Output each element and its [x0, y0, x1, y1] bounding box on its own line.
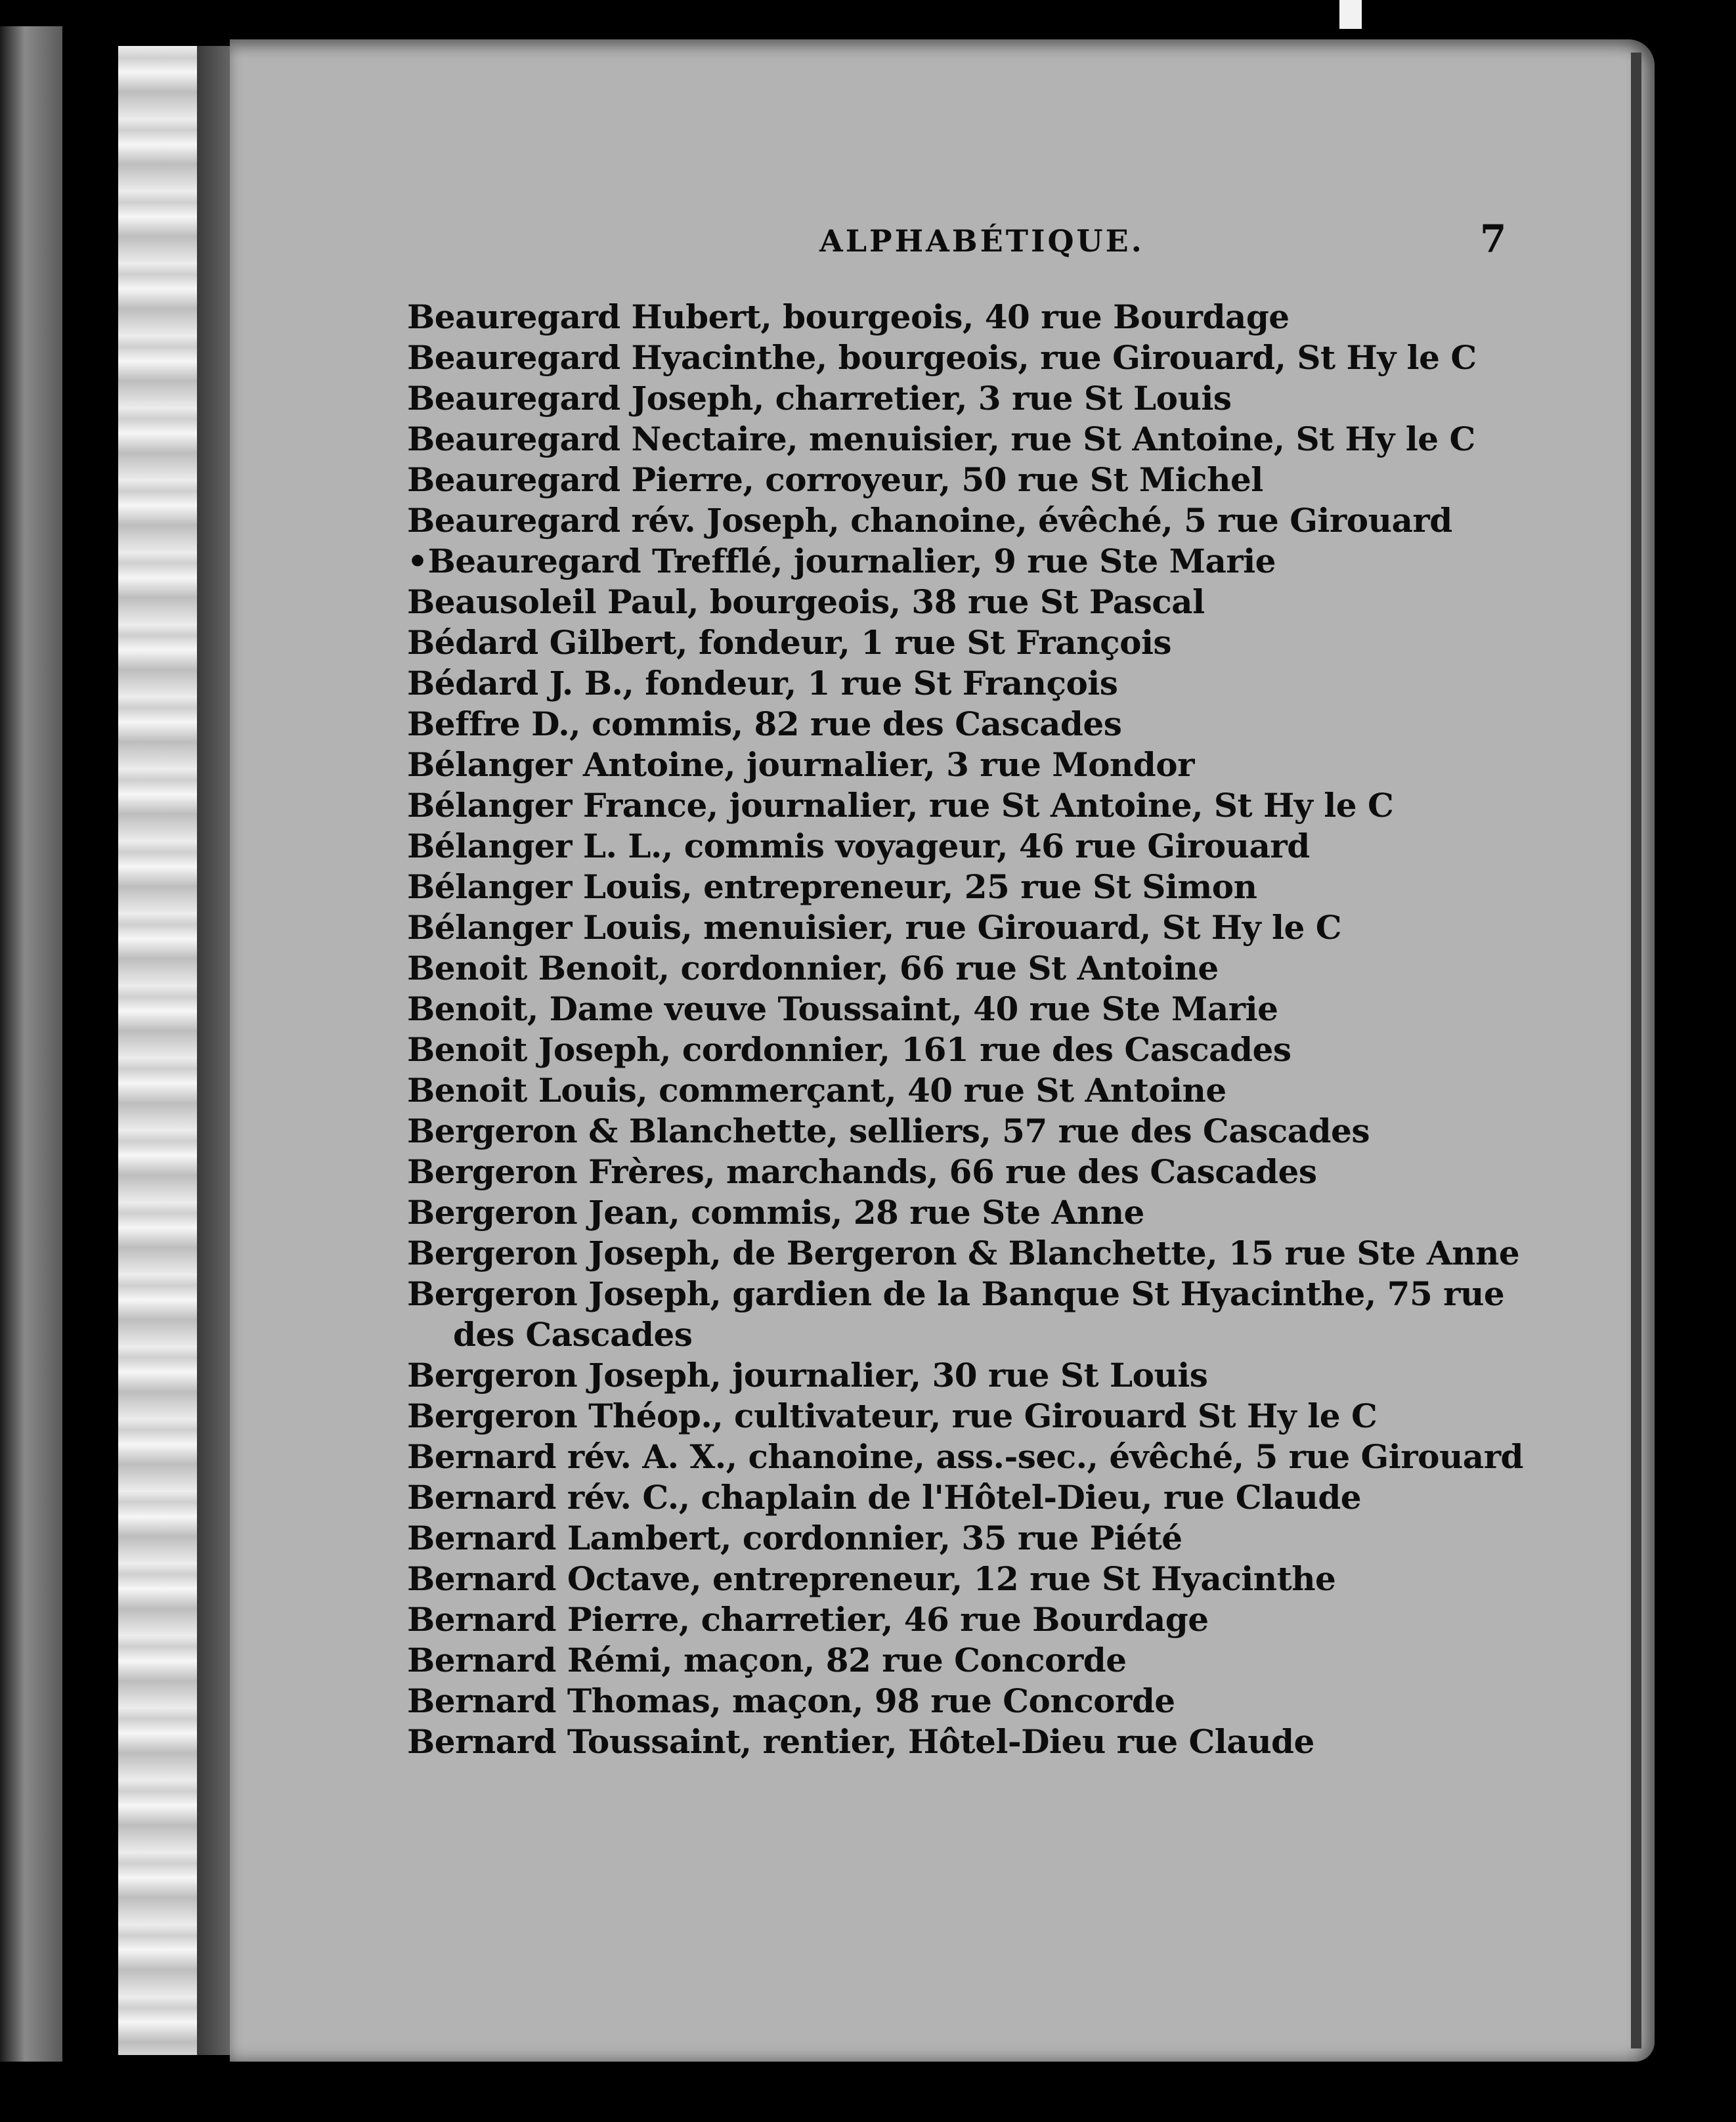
list-item: Benoit Joseph, cordonnier, 161 rue des Cascades: [407, 1030, 1291, 1069]
list-item: Beauregard Hubert, bourgeois, 40 rue Bourdage: [407, 297, 1290, 336]
page-edge: [1631, 53, 1641, 2048]
list-item: Bergeron Joseph, gardien de la Banque St Hyacinthe, 75 rue: [407, 1274, 1505, 1313]
list-item: Beauregard Joseph, charretier, 3 rue St Louis: [407, 379, 1232, 418]
list-item: Bernard Pierre, charretier, 46 rue Bourdage: [407, 1600, 1209, 1639]
list-item: Bergeron Jean, commis, 28 rue Ste Anne: [407, 1193, 1144, 1232]
list-item: Bernard rév. C., chaplain de l'Hôtel-Dieu, rue Claude: [407, 1478, 1362, 1517]
list-item: Benoit Benoit, cordonnier, 66 rue St Antoine: [407, 949, 1219, 987]
list-item: Bergeron Joseph, de Bergeron & Blanchette, 15 rue Ste Anne: [407, 1234, 1520, 1272]
list-item: Bédard J. B., fondeur, 1 rue St François: [407, 664, 1118, 703]
list-item: Bernard Thomas, maçon, 98 rue Concorde: [407, 1681, 1175, 1720]
list-item: Beauregard Pierre, corroyeur, 50 rue St Michel: [407, 460, 1263, 499]
list-item: Bélanger L. L., commis voyageur, 46 rue Girouard: [407, 827, 1310, 865]
list-item: Beauregard Hyacinthe, bourgeois, rue Girouard, St Hy le C: [407, 338, 1477, 377]
list-item: •Beauregard Trefflé, journalier, 9 rue Ste Marie: [407, 542, 1276, 580]
list-item: Beffre D., commis, 82 rue des Cascades: [407, 704, 1122, 743]
list-item: Bédard Gilbert, fondeur, 1 rue St François: [407, 623, 1172, 662]
list-item: Bergeron Frères, marchands, 66 rue des Cascades: [407, 1152, 1317, 1191]
adjacent-page-edge: [0, 26, 62, 2062]
list-item: Bernard rév. A. X., chanoine, ass.-sec., évêché, 5 rue Girouard: [407, 1437, 1523, 1476]
list-item: Bernard Octave, entrepreneur, 12 rue St Hyacinthe: [407, 1559, 1336, 1598]
list-item: Bélanger France, journalier, rue St Antoine, St Hy le C: [407, 786, 1394, 825]
list-item: Benoit Louis, commerçant, 40 rue St Antoine: [407, 1071, 1226, 1110]
list-item: Bergeron & Blanchette, selliers, 57 rue des Cascades: [407, 1112, 1370, 1150]
running-title: ALPHABÉTIQUE.: [819, 223, 1144, 259]
list-item: Bernard Toussaint, rentier, Hôtel-Dieu rue Claude: [407, 1722, 1314, 1761]
list-item: Bernard Rémi, maçon, 82 rue Concorde: [407, 1641, 1127, 1679]
list-item: Bélanger Louis, menuisier, rue Girouard, St Hy le C: [407, 908, 1342, 947]
list-item: Bergeron Théop., cultivateur, rue Girouard St Hy le C: [407, 1397, 1378, 1435]
list-item: Bélanger Louis, entrepreneur, 25 rue St Simon: [407, 867, 1257, 906]
list-item-continuation: des Cascades: [453, 1315, 693, 1354]
scan-artifact: [1339, 0, 1362, 29]
directory-entries: [407, 297, 1523, 1762]
list-item: Beausoleil Paul, bourgeois, 38 rue St Pascal: [407, 582, 1205, 621]
list-item: Benoit, Dame veuve Toussaint, 40 rue Ste Marie: [407, 989, 1278, 1028]
list-item: Beauregard rév. Joseph, chanoine, évêché, 5 rue Girouard: [407, 501, 1452, 540]
list-item: Beauregard Nectaire, menuisier, rue St Antoine, St Hy le C: [407, 420, 1475, 458]
list-item: Bélanger Antoine, journalier, 3 rue Mondor: [407, 745, 1194, 784]
list-item: Bergeron Joseph, journalier, 30 rue St Louis: [407, 1356, 1208, 1395]
page-number: 7: [1480, 217, 1507, 261]
list-item: Bernard Lambert, cordonnier, 35 rue Piété: [407, 1519, 1183, 1557]
